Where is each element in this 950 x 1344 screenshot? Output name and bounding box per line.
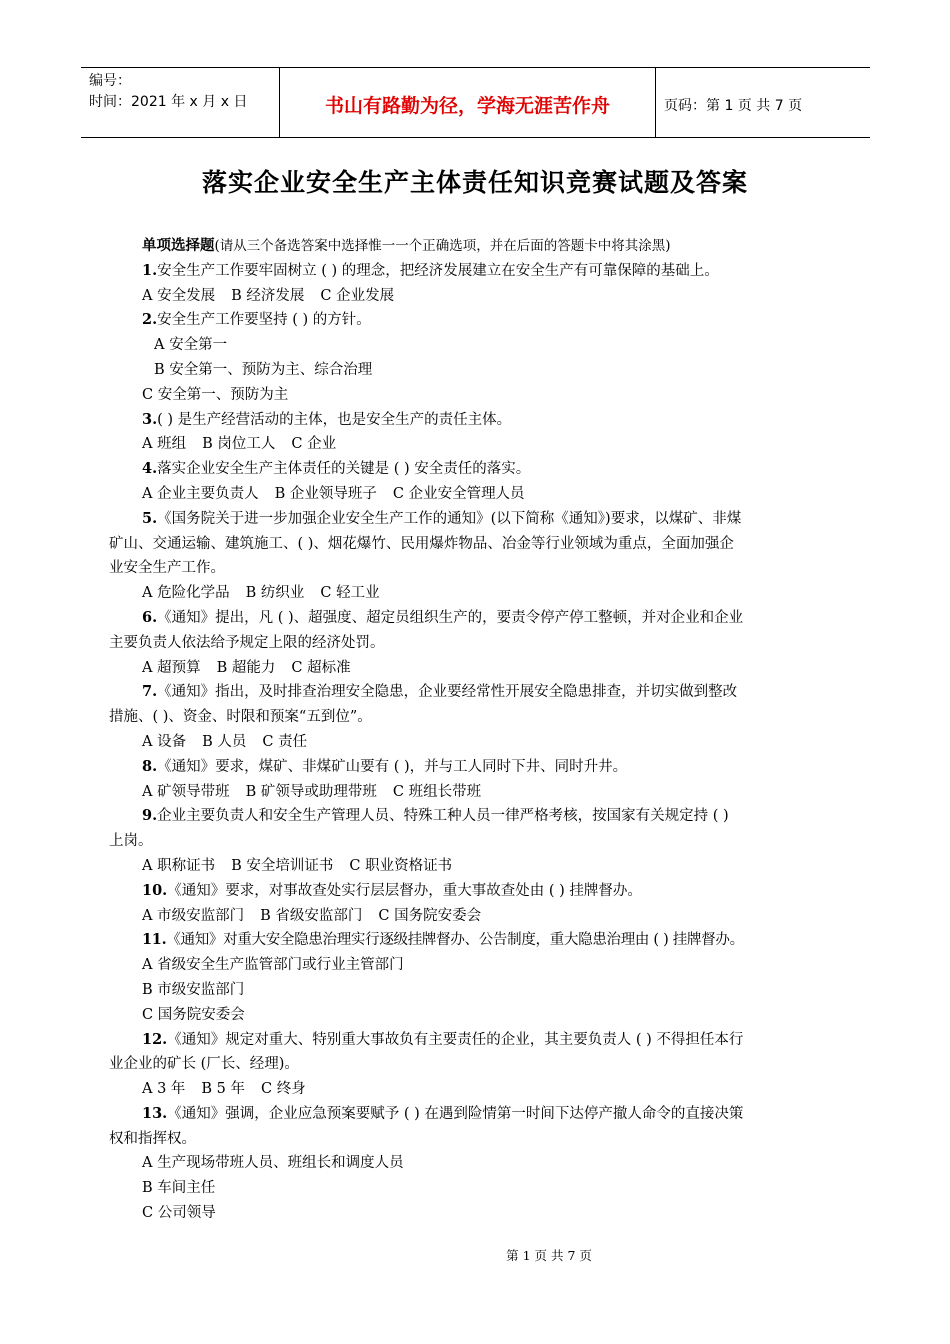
option: B 市级安监部门 — [142, 981, 245, 998]
option: A 班组 — [142, 436, 187, 453]
option: A 企业主要负责人 — [142, 485, 259, 502]
option: C 轻工业 — [320, 585, 380, 602]
option: B 人员 — [202, 733, 247, 750]
options-row — [142, 656, 842, 681]
options-row — [142, 1077, 842, 1102]
question — [142, 680, 842, 705]
question — [142, 928, 842, 953]
option: B 5 年 — [201, 1081, 246, 1098]
question-text: 安全生产工作要牢固树立 ( ) 的理念，把经济发展建立在安全生产有可靠保障的基础上。 — [157, 262, 719, 279]
question-text-cont: 业安全生产工作。 — [109, 560, 225, 577]
options-row — [142, 730, 842, 755]
question-number: 6. — [142, 608, 158, 626]
document-title: 落实企业安全生产主体责任知识竞赛试题及答案 — [201, 168, 748, 197]
option: C 责任 — [262, 733, 308, 750]
question-text: 《通知》对重大安全隐患治理实行逐级挂牌督办、公告制度，重大隐患治理由 ( ) 挂牌督办。 — [166, 932, 744, 949]
question-text: 《通知》要求，煤矿、非煤矿山要有 ( )，并与工人同时下井、同时升井。 — [157, 758, 628, 775]
question — [142, 408, 842, 433]
options-row — [142, 432, 842, 457]
option: C 企业发展 — [320, 287, 395, 304]
question-text: 《通知》指出，及时排查治理安全隐患，企业要经常性开展安全隐患排查，并切实做到整改 — [157, 684, 738, 701]
option: C 企业安全管理人员 — [392, 485, 525, 502]
question-text-cont: 矿山、交通运输、建筑施工、( )、烟花爆竹、民用爆炸物品、冶金等行业领域为重点，全面加强企 — [109, 535, 734, 552]
question-text-cont: 业企业的矿长 (厂长、经理)。 — [109, 1056, 299, 1073]
option: C 超标准 — [291, 659, 351, 676]
question-number: 13. — [142, 1104, 168, 1122]
question-number: 9. — [142, 807, 158, 825]
question-text-cont: 主要负责人依法给予规定上限的经济处罚。 — [109, 634, 385, 651]
option: C 职业资格证书 — [349, 857, 453, 874]
question-text-cont: 措施、( )、资金、时限和预案“五到位”。 — [109, 709, 372, 726]
time-label: 时间：2021 年 x 月 x 日 — [89, 94, 248, 110]
question — [142, 1102, 842, 1127]
question — [142, 308, 842, 333]
question-text: 落实企业安全生产主体责任的关键是 ( ) 安全责任的落实。 — [157, 461, 531, 478]
option: A 3 年 — [142, 1081, 186, 1098]
option: B 安全培训证书 — [231, 857, 334, 874]
question-number: 12. — [142, 1030, 168, 1048]
page-footer: 第 1 页 共 7 页 — [506, 1248, 592, 1263]
option: A 危险化学品 — [142, 585, 230, 602]
options-row — [142, 581, 842, 606]
header-motto: 书山有路勤为径，学海无涯苦作舟 — [280, 68, 656, 137]
option: C 公司领导 — [142, 1205, 216, 1222]
question — [142, 606, 842, 631]
option: A 超预算 — [142, 659, 201, 676]
option: A 设备 — [142, 733, 187, 750]
option: A 安全发展 — [142, 287, 216, 304]
option: C 企业 — [291, 436, 337, 453]
option: B 岗位工人 — [202, 436, 276, 453]
question-text: 《通知》要求，对事故查处实行层层督办，重大事故查处由 ( ) 挂牌督办。 — [167, 882, 642, 899]
question — [142, 755, 842, 780]
section-heading — [142, 234, 842, 259]
question — [142, 259, 842, 284]
option: C 班组长带班 — [392, 783, 482, 800]
question-text: ( ) 是生产经营活动的主体，也是安全生产的责任主体。 — [157, 411, 512, 428]
question-number: 5. — [142, 509, 158, 527]
question-number: 10. — [142, 881, 168, 899]
option: A 职称证书 — [142, 857, 216, 874]
option: B 企业领导班子 — [274, 485, 377, 502]
header-page-info: 页码：第 1 页 共 7 页 — [664, 97, 803, 114]
question-text: 《通知》规定对重大、特别重大事故负有主要责任的企业，其主要负责人 ( ) 不得担任本行 — [167, 1031, 744, 1048]
section-heading-label: 单项选择题 — [142, 237, 215, 254]
option: C 终身 — [261, 1081, 306, 1098]
question-number: 1. — [142, 261, 158, 279]
question — [142, 457, 842, 482]
question — [142, 804, 842, 829]
options-row — [142, 482, 842, 507]
option: B 经济发展 — [231, 287, 305, 304]
options-row — [142, 904, 842, 929]
option: B 矿领导或助理带班 — [245, 783, 377, 800]
question-text: 企业主要负责人和安全生产管理人员、特殊工种人员一律严格考核，按国家有关规定持 ( ) — [157, 808, 729, 825]
option: C 国务院安委会 — [378, 907, 482, 924]
option: B 超能力 — [216, 659, 276, 676]
options-row — [142, 854, 842, 879]
option: B 车间主任 — [142, 1180, 216, 1197]
option: A 市级安监部门 — [142, 907, 245, 924]
question-text: 《通知》强调，企业应急预案要赋予 ( ) 在遇到险情第一时间下达停产撤人命令的直接决策 — [167, 1105, 744, 1122]
options-row — [142, 284, 842, 309]
option: B 安全第一、预防为主、综合治理 — [154, 361, 373, 378]
option: A 生产现场带班人员、班组长和调度人员 — [142, 1155, 404, 1172]
options-row — [142, 780, 842, 805]
question-number: 11. — [142, 931, 167, 949]
header-meta — [81, 68, 280, 137]
option: B 纺织业 — [245, 585, 305, 602]
section-heading-note: (请从三个备选答案中选择惟一一个正确选项，并在后面的答题卡中将其涂黑) — [214, 238, 671, 254]
serial-label: 编号： — [89, 73, 131, 89]
question-number: 8. — [142, 757, 158, 775]
option: A 省级安全生产监管部门或行业主管部门 — [142, 957, 404, 974]
question-text: 《通知》提出，凡 ( )、超强度、超定员组织生产的，要责令停产停工整顿，并对企业和企业 — [157, 609, 744, 626]
question-text: 《国务院关于进一步加强企业安全生产工作的通知》(以下简称《通知》)要求，以煤矿、非煤 — [157, 510, 742, 527]
question-number: 2. — [142, 311, 158, 329]
question — [142, 879, 842, 904]
option: C 国务院安委会 — [142, 1006, 245, 1023]
question-text-cont: 权和指挥权。 — [109, 1130, 196, 1147]
question-number: 3. — [142, 410, 158, 428]
option: A 矿领导带班 — [142, 783, 230, 800]
question-text: 安全生产工作要坚持 ( ) 的方针。 — [157, 312, 371, 329]
question-list — [109, 234, 842, 1226]
option: A 安全第一 — [154, 337, 228, 354]
question — [142, 507, 842, 532]
question-number: 4. — [142, 460, 158, 478]
page-header — [81, 67, 870, 138]
question-text-cont: 上岗。 — [109, 833, 153, 850]
question — [142, 1028, 842, 1053]
question-number: 7. — [142, 683, 158, 701]
option: B 省级安监部门 — [260, 907, 363, 924]
option: C 安全第一、预防为主 — [142, 386, 289, 403]
